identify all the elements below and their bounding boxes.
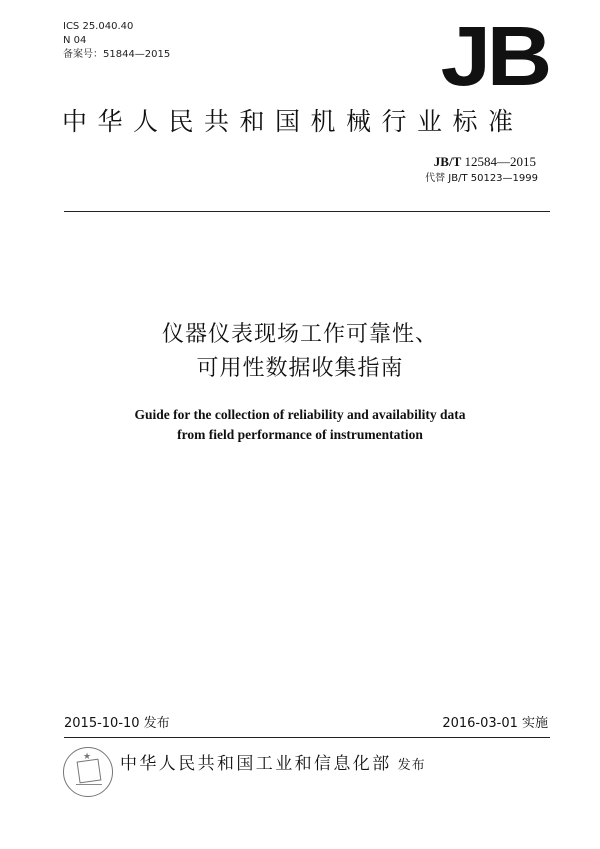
standard-type-heading: 中华人民共和国机械行业标准 [62,107,524,136]
chinese-title-line-1: 仪器仪表现场工作可靠性、 [161,322,438,347]
implementation-date: 2016-03-01 实施 [442,716,548,731]
ics-code: ICS 25.040.40 [63,21,134,32]
publisher [120,752,426,778]
english-title [60,405,540,445]
standard-number-prefix: JB/T [433,154,462,169]
standard-number-value: 12584—2015 [464,154,536,169]
english-title-line-2: from field performance of instrumentation [177,427,423,442]
standard-number [434,154,536,170]
chinese-title [80,318,520,386]
replaces-standard: 代替 JB/T 50123—1999 [425,173,538,184]
ccs-code: N 04 [63,35,87,46]
jb-logo: JB [440,9,548,103]
top-divider [64,211,550,212]
ministry-seal-icon: ★ [63,747,113,797]
issue-date: 2015-10-10 发布 [64,716,170,731]
publisher-suffix: 发布 [397,758,426,773]
record-number: 备案号：51844—2015 [63,49,171,60]
chinese-title-line-2: 可用性数据收集指南 [196,356,404,381]
publisher-name: 中华人民共和国工业和信息化部 [120,754,392,774]
english-title-line-1: Guide for the collection of reliability and availability data [134,407,466,422]
bottom-divider [64,737,550,738]
